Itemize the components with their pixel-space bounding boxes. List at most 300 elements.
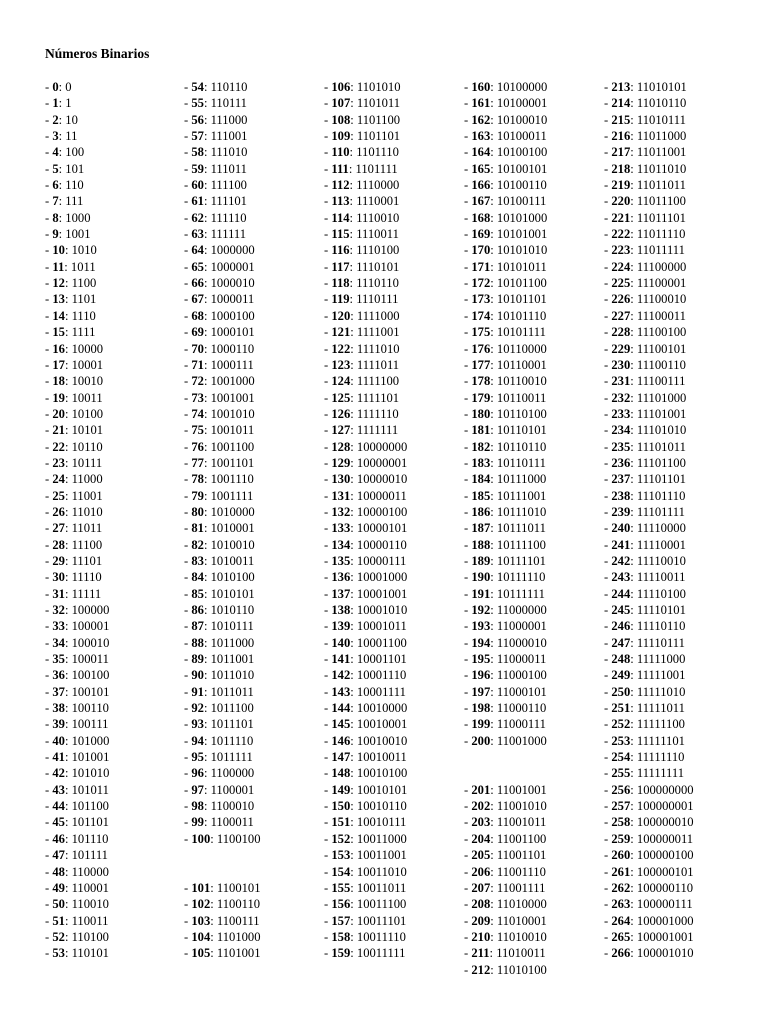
binary-value: 1001111: [210, 488, 254, 503]
list-item: - 121: 1111001: [324, 325, 400, 340]
decimal-number: 51: [52, 913, 65, 928]
binary-value: 10110010: [496, 374, 547, 389]
binary-value: 10100110: [496, 178, 547, 193]
binary-value: 10100: [71, 406, 104, 421]
binary-value: 10001100: [356, 635, 407, 650]
binary-value: 11110: [71, 570, 102, 585]
binary-value: 11101111: [636, 504, 685, 519]
decimal-number: 195: [471, 652, 491, 667]
decimal-number: 15: [52, 325, 65, 340]
decimal-number: 11: [52, 259, 65, 274]
list-item: - 69: 1000101: [184, 325, 255, 340]
decimal-number: 172: [471, 276, 491, 291]
decimal-number: 173: [471, 292, 491, 307]
binary-value: 1111001: [356, 325, 400, 340]
list-item: - 102: 1100110: [184, 897, 261, 912]
decimal-number: 30: [52, 570, 65, 585]
list-item: - 242: 11110010: [604, 553, 686, 568]
decimal-number: 164: [471, 145, 491, 160]
binary-value: 1111000: [356, 308, 400, 323]
list-item: - 9: 1001: [45, 227, 91, 242]
list-item: - 221: 11011101: [604, 210, 686, 225]
decimal-number: 221: [611, 210, 631, 225]
list-item: - 199: 11000111: [464, 717, 546, 732]
decimal-number: 98: [191, 799, 204, 814]
binary-value: 100000100: [636, 848, 694, 863]
binary-value: 11101010: [636, 423, 687, 438]
decimal-number: 136: [331, 570, 351, 585]
binary-value: 101001: [71, 750, 110, 765]
decimal-number: 100: [191, 831, 211, 846]
decimal-number: 198: [471, 701, 491, 716]
binary-value: 10110011: [496, 390, 547, 405]
binary-value: 10011110: [356, 929, 406, 944]
binary-value: 100000: [71, 603, 110, 617]
binary-value: 11000001: [496, 619, 547, 634]
binary-value: 11110111: [636, 635, 685, 650]
list-item: - 117: 1110101: [324, 259, 400, 274]
decimal-number: 207: [471, 880, 491, 895]
list-item: - 157: 10011101: [324, 913, 407, 928]
decimal-number: 187: [471, 521, 491, 536]
list-item: - 226: 11100010: [604, 292, 687, 307]
decimal-number: 264: [611, 913, 631, 928]
binary-value: 11000110: [496, 701, 547, 716]
binary-value: 1010100: [210, 570, 255, 585]
decimal-number: 205: [471, 848, 491, 863]
binary-value: 101111: [71, 848, 108, 863]
binary-value: 11011011: [636, 178, 686, 193]
list-item: - 60: 111100: [184, 178, 247, 193]
decimal-number: 72: [191, 374, 204, 389]
binary-value: 11111010: [636, 684, 686, 699]
binary-value: 11111100: [636, 717, 685, 732]
decimal-number: 157: [331, 913, 351, 928]
binary-value: 1010110: [210, 603, 255, 617]
decimal-number: 235: [611, 439, 631, 454]
list-item: - 170: 10101010: [464, 243, 548, 258]
binary-value: 10100001: [496, 96, 548, 111]
binary-value: 10010100: [356, 766, 408, 781]
list-item: - 20: 10100: [45, 406, 104, 421]
list-item: - 99: 1100011: [184, 815, 254, 830]
list-item: - 261: 100000101: [604, 864, 694, 879]
list-item: - 161: 10100001: [464, 96, 548, 111]
decimal-number: 260: [611, 848, 631, 863]
decimal-number: 14: [52, 308, 65, 323]
binary-value: 100111: [71, 717, 109, 732]
binary-value: 11011010: [636, 161, 687, 176]
list-item: - 126: 1111110: [324, 406, 399, 421]
decimal-number: 93: [191, 717, 204, 732]
list-item: - 162: 10100010: [464, 112, 548, 127]
binary-value: 11001: [71, 488, 103, 503]
binary-value: 1111111: [356, 423, 399, 438]
binary-value: 11010: [71, 504, 103, 519]
decimal-number: 246: [611, 619, 631, 634]
binary-value: 11100010: [636, 292, 687, 307]
binary-value: 11000011: [496, 652, 547, 667]
list-item: - 134: 10000110: [324, 537, 407, 552]
binary-value: 100000001: [636, 799, 694, 814]
list-item: - 159: 10011111: [324, 946, 406, 961]
list-item: - 215: 11010111: [604, 112, 686, 127]
binary-value: 1001110: [210, 472, 254, 487]
binary-value: 1101101: [356, 129, 401, 144]
decimal-number: 96: [191, 766, 204, 781]
list-item: - 32: 100000: [45, 603, 110, 617]
decimal-number: 114: [331, 210, 350, 225]
list-item: - 104: 1101000: [184, 929, 261, 944]
list-item: - 10: 1010: [45, 243, 97, 258]
decimal-number: 149: [331, 782, 351, 797]
decimal-number: 224: [611, 259, 631, 274]
decimal-number: 82: [191, 537, 204, 552]
list-item: - 173: 10101101: [464, 292, 547, 307]
list-item: - 24: 11000: [45, 472, 103, 487]
decimal-number: 38: [52, 701, 65, 716]
decimal-number: 132: [331, 504, 351, 519]
list-item: - 129: 10000001: [324, 455, 408, 470]
binary-value: 1001101: [210, 455, 255, 470]
list-item: - 227: 11100011: [604, 308, 686, 323]
list-item: - 71: 1000111: [184, 357, 254, 372]
column-1: [45, 79, 109, 962]
decimal-number: 229: [611, 341, 631, 356]
binary-value: 10101110: [496, 308, 547, 323]
list-item: - 178: 10110010: [464, 374, 547, 389]
binary-value: 11: [65, 129, 78, 144]
decimal-number: 216: [611, 129, 631, 144]
binary-value: 1000000: [210, 243, 255, 258]
list-item: - 200: 11001000: [464, 733, 547, 748]
list-item: - 145: 10010001: [324, 717, 408, 732]
list-item: - 110: 1101110: [324, 145, 399, 160]
list-item: - 248: 11111000: [604, 652, 686, 667]
binary-value: 10001111: [356, 684, 406, 699]
list-item: - 148: 10010100: [324, 766, 408, 781]
decimal-number: 153: [331, 848, 351, 863]
binary-value: 10001001: [356, 586, 408, 601]
decimal-number: 109: [331, 129, 351, 144]
decimal-number: 244: [611, 586, 631, 601]
binary-value: 11101100: [636, 455, 686, 470]
decimal-number: 84: [191, 570, 204, 585]
list-item: - 213: 11010101: [604, 80, 687, 94]
decimal-number: 193: [471, 619, 491, 634]
binary-value: 100010: [71, 635, 110, 650]
decimal-number: 152: [331, 831, 351, 846]
decimal-number: 118: [331, 276, 350, 291]
list-item: - 166: 10100110: [464, 178, 547, 193]
decimal-number: 176: [471, 341, 491, 356]
binary-value: 101100: [71, 799, 109, 814]
binary-value: 101101: [71, 815, 109, 830]
binary-value: 10001101: [356, 652, 407, 667]
list-item: - 223: 11011111: [604, 243, 685, 258]
binary-value: 1011: [70, 259, 96, 274]
decimal-number: 71: [191, 357, 204, 372]
decimal-number: 88: [191, 635, 204, 650]
decimal-number: 158: [331, 929, 351, 944]
binary-value: 111100: [210, 178, 247, 193]
binary-value: 11101000: [636, 390, 687, 405]
binary-value: 11011000: [636, 129, 687, 144]
binary-value: 111001: [210, 129, 248, 144]
binary-value: 11100111: [636, 374, 686, 389]
list-item: - 109: 1101101: [324, 129, 401, 144]
decimal-number: 31: [52, 586, 65, 601]
decimal-number: 204: [471, 831, 491, 846]
binary-value: 11001010: [496, 799, 547, 814]
decimal-number: 9: [52, 227, 59, 242]
binary-value: 10001000: [356, 570, 408, 585]
binary-value: 1011101: [210, 717, 254, 732]
binary-value: 10000100: [356, 504, 408, 519]
list-item: - 203: 11001011: [464, 815, 547, 830]
list-item: - 250: 11111010: [604, 684, 686, 699]
decimal-number: 254: [611, 750, 631, 765]
binary-value: 10010101: [356, 782, 408, 797]
list-item: - 108: 1101100: [324, 112, 401, 127]
list-item: - 217: 11011001: [604, 145, 687, 160]
decimal-number: 60: [191, 178, 204, 193]
list-item: - 177: 10110001: [464, 357, 547, 372]
list-item: - 86: 1010110: [184, 603, 255, 617]
list-item: - 198: 11000110: [464, 701, 547, 716]
binary-value: 10101000: [496, 210, 548, 225]
decimal-number: 45: [52, 815, 65, 830]
list-item: - 165: 10100101: [464, 161, 548, 176]
binary-value: 1010111: [210, 619, 254, 634]
decimal-number: 24: [52, 472, 65, 487]
binary-value: 1111010: [356, 341, 400, 356]
decimal-number: 180: [471, 406, 491, 421]
decimal-number: 174: [471, 308, 491, 323]
binary-value: 101011: [71, 782, 109, 797]
decimal-number: 242: [611, 553, 631, 568]
list-item: - 244: 11110100: [604, 586, 686, 601]
decimal-number: 35: [52, 652, 65, 667]
decimal-number: 40: [52, 733, 65, 748]
list-item: - 137: 10001001: [324, 586, 408, 601]
decimal-number: 220: [611, 194, 631, 209]
decimal-number: 128: [331, 439, 351, 454]
list-item: - 65: 1000001: [184, 259, 255, 274]
binary-value: 1100100: [216, 831, 261, 846]
list-item: - 130: 10000010: [324, 472, 408, 487]
binary-value: 11111111: [636, 766, 684, 781]
decimal-number: 177: [471, 357, 491, 372]
list-item: - 205: 11001101: [464, 848, 547, 863]
binary-value: 10110000: [496, 341, 547, 356]
list-item: - 154: 10011010: [324, 864, 407, 879]
binary-value: 10110: [71, 439, 103, 454]
list-item: - 266: 100001010: [604, 946, 694, 961]
binary-value: 11010010: [496, 929, 547, 944]
list-item: - 127: 1111111: [324, 423, 399, 438]
binary-value: 10101010: [496, 243, 548, 258]
list-item: - 185: 10111001: [464, 488, 547, 503]
list-item: - 235: 11101011: [604, 439, 686, 454]
decimal-number: 168: [471, 210, 491, 225]
decimal-number: 240: [611, 521, 631, 536]
decimal-number: 181: [471, 423, 491, 438]
list-item: - 84: 1010100: [184, 570, 255, 585]
decimal-number: 34: [52, 635, 65, 650]
decimal-number: 251: [611, 701, 631, 716]
binary-value: 100: [65, 145, 85, 160]
binary-value: 100000110: [636, 880, 694, 895]
binary-value: 100000011: [636, 831, 694, 846]
binary-value: 11100100: [636, 325, 687, 340]
decimal-number: 57: [191, 129, 204, 144]
binary-value: 11110000: [636, 521, 686, 536]
binary-value: 10: [65, 112, 78, 127]
binary-value: 10100011: [496, 129, 547, 144]
list-item: - 96: 1100000: [184, 766, 255, 781]
binary-value: 10111010: [496, 504, 547, 519]
decimal-number: 83: [191, 553, 204, 568]
decimal-number: 151: [331, 815, 351, 830]
list-item: - 147: 10010011: [324, 750, 407, 765]
list-item: - 220: 11011100: [604, 194, 686, 209]
binary-value: 10011011: [356, 880, 407, 895]
list-item: - 246: 11110110: [604, 619, 686, 634]
binary-value: 1000: [65, 210, 91, 225]
decimal-number: 144: [331, 701, 351, 716]
decimal-number: 214: [611, 96, 631, 111]
decimal-number: 261: [611, 864, 631, 879]
binary-value: 1010101: [210, 586, 255, 601]
decimal-number: 50: [52, 897, 65, 912]
binary-value: 10100010: [496, 112, 548, 127]
list-item: - 252: 11111100: [604, 717, 685, 732]
binary-value: 11101001: [636, 406, 687, 421]
binary-value: 1110011: [356, 227, 399, 242]
binary-value: 11100101: [636, 341, 687, 356]
column-2: [184, 79, 261, 962]
list-item: - 106: 1101010: [324, 80, 401, 94]
binary-value: 101: [65, 161, 85, 176]
list-item: - 184: 10111000: [464, 472, 547, 487]
decimal-number: 85: [191, 586, 204, 601]
binary-value: 11100011: [636, 308, 686, 323]
decimal-number: 107: [331, 96, 351, 111]
list-item: - 1: 1: [45, 96, 72, 111]
list-item: - 114: 1110010: [324, 210, 400, 225]
binary-value: 10001110: [356, 668, 407, 683]
binary-value: 11000101: [496, 684, 547, 699]
list-item: - 232: 11101000: [604, 390, 687, 405]
list-item: - 158: 10011110: [324, 929, 406, 944]
decimal-number: 78: [191, 472, 204, 487]
binary-value: 111: [65, 194, 84, 209]
list-item: - 142: 10001110: [324, 668, 407, 683]
binary-value: 1000001: [210, 259, 255, 274]
decimal-number: 236: [611, 455, 631, 470]
decimal-number: 156: [331, 897, 351, 912]
decimal-number: 69: [191, 325, 204, 340]
binary-value: 11011100: [636, 194, 686, 209]
binary-value: 10111: [71, 455, 103, 470]
list-item: - 254: 11111110: [604, 750, 685, 765]
binary-value: 1011011: [210, 684, 254, 699]
list-item: - 3: 11: [45, 129, 78, 144]
list-item: - 54: 110110: [184, 80, 248, 94]
binary-value: 10010011: [356, 750, 407, 765]
list-item: - 43: 101011: [45, 782, 109, 797]
binary-value: 110010: [71, 897, 109, 912]
decimal-number: 209: [471, 913, 491, 928]
decimal-number: 70: [191, 341, 204, 356]
binary-value: 11100000: [636, 259, 687, 274]
binary-value: 1110: [71, 308, 96, 323]
decimal-number: 201: [471, 782, 491, 797]
decimal-number: 94: [191, 733, 204, 748]
decimal-number: 266: [611, 946, 631, 961]
list-item: - 122: 1111010: [324, 341, 400, 356]
binary-value: 101110: [71, 831, 109, 846]
binary-value: 11010100: [496, 962, 547, 977]
binary-value: 11011110: [636, 227, 686, 242]
binary-value: 1110101: [356, 259, 400, 274]
list-item: - 91: 1011011: [184, 684, 254, 699]
list-item: - 98: 1100010: [184, 799, 255, 814]
list-item: - 225: 11100001: [604, 276, 687, 291]
list-item: - 139: 10001011: [324, 619, 407, 634]
decimal-number: 248: [611, 652, 631, 667]
decimal-number: 140: [331, 635, 351, 650]
binary-value: 10101001: [496, 227, 548, 242]
decimal-number: 238: [611, 488, 631, 503]
decimal-number: 175: [471, 325, 491, 340]
list-item: - 243: 11110011: [604, 570, 686, 585]
decimal-number: 169: [471, 227, 491, 242]
binary-value: 1111100: [356, 374, 400, 389]
list-item: - 138: 10001010: [324, 603, 408, 617]
decimal-number: 102: [191, 897, 211, 912]
decimal-number: 199: [471, 717, 491, 732]
binary-value: 1100000: [210, 766, 255, 781]
decimal-number: 191: [471, 586, 491, 601]
decimal-number: 124: [331, 374, 351, 389]
binary-value: 100011: [71, 652, 109, 667]
decimal-number: 65: [191, 259, 204, 274]
decimal-number: 200: [471, 733, 491, 748]
decimal-number: 75: [191, 423, 204, 438]
list-item: - 100: 1100100: [184, 831, 261, 846]
list-item: - 241: 11110001: [604, 537, 686, 552]
decimal-number: 21: [52, 423, 65, 438]
binary-value: 10110111: [496, 455, 546, 470]
binary-value: 1110111: [356, 292, 399, 307]
binary-value: 1011111: [210, 750, 253, 765]
decimal-number: 150: [331, 799, 351, 814]
decimal-number: 155: [331, 880, 351, 895]
binary-value: 10000011: [356, 488, 407, 503]
list-item: - 143: 10001111: [324, 684, 406, 699]
binary-value: 10010001: [356, 717, 408, 732]
list-item: - 42: 101010: [45, 766, 110, 781]
decimal-number: 111: [331, 161, 349, 176]
list-item: - 37: 100101: [45, 684, 110, 699]
binary-value: 100000111: [636, 897, 693, 912]
list-item: - 141: 10001101: [324, 652, 407, 667]
page-title: Números Binarios: [45, 46, 150, 61]
list-item: - 49: 110001: [45, 880, 109, 895]
binary-value: 1101010: [356, 80, 401, 94]
